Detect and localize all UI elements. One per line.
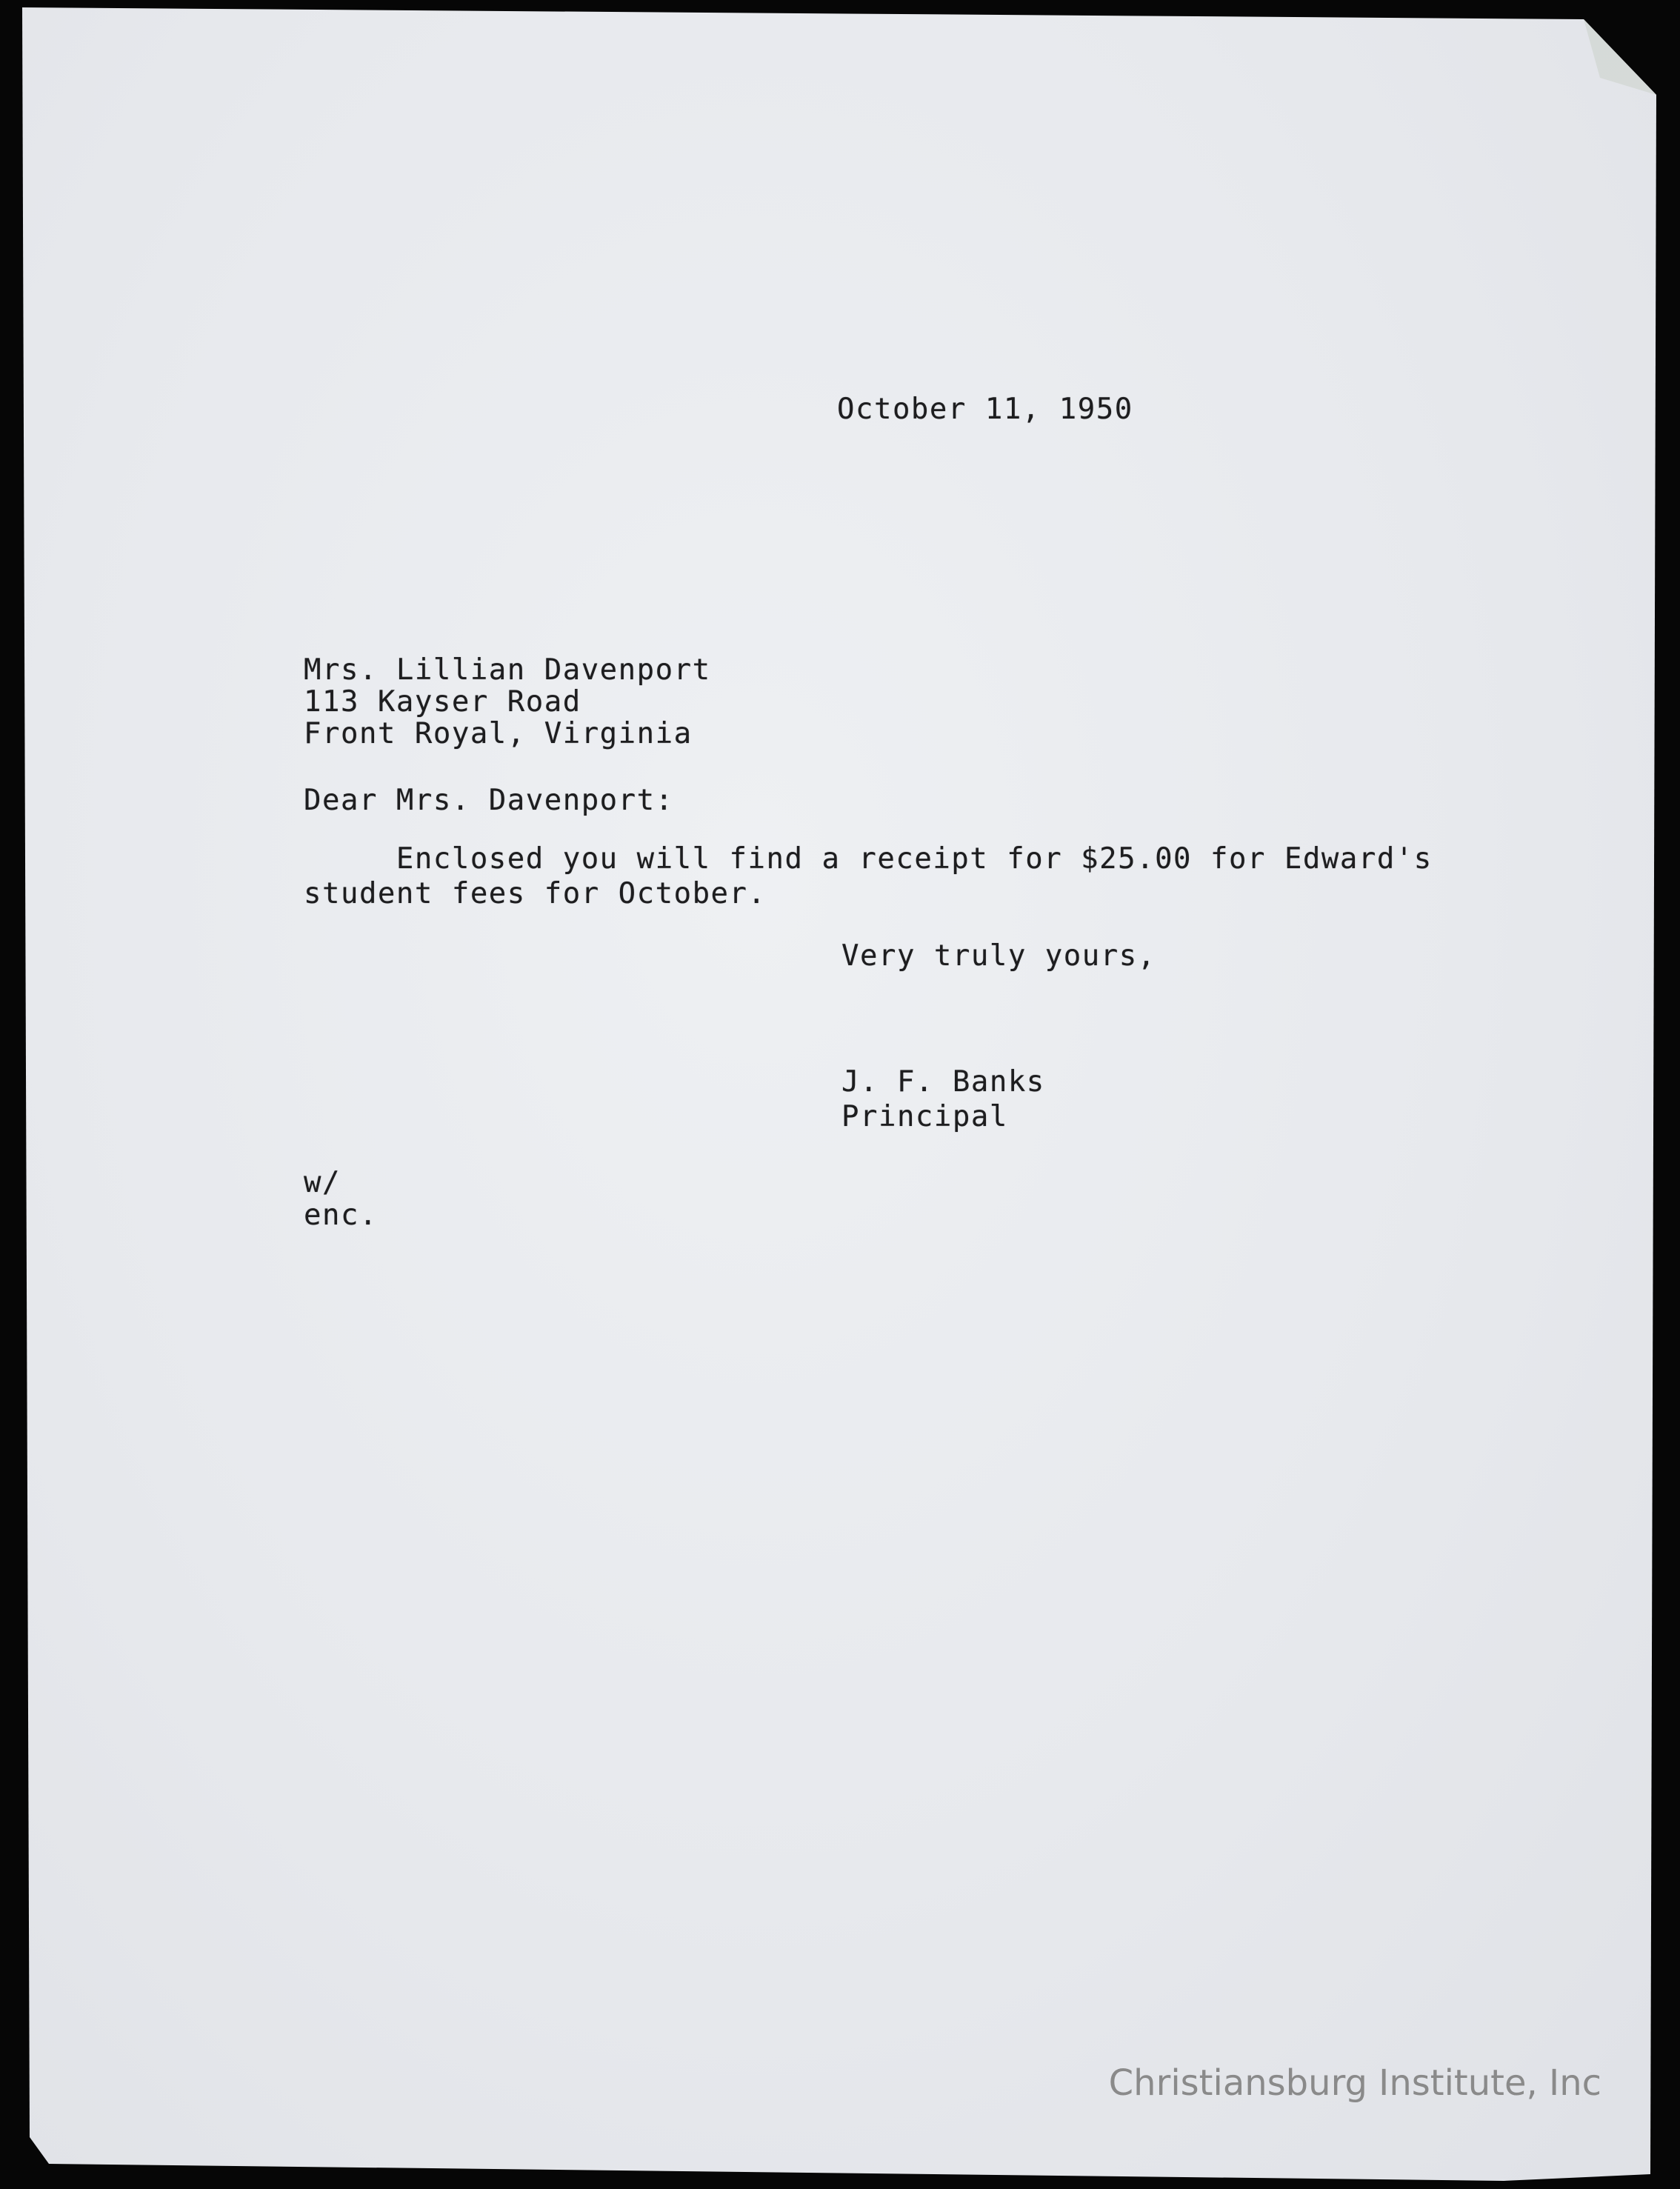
enclosure-line-1: w/ <box>304 1166 341 1199</box>
body-line-2: student fees for October. <box>304 877 767 910</box>
letter-date: October 11, 1950 <box>837 393 1133 426</box>
recipient-name: Mrs. Lillian Davenport <box>304 653 711 687</box>
signer-title: Principal <box>841 1100 1008 1133</box>
watermark-text: Christiansburg Institute, Inc <box>1108 2062 1601 2104</box>
closing: Very truly yours, <box>841 939 1156 973</box>
salutation: Dear Mrs. Davenport: <box>304 784 674 817</box>
recipient-city: Front Royal, Virginia <box>304 717 693 750</box>
body-line-1: Enclosed you will find a receipt for $25.00 for Edward's <box>304 842 1433 876</box>
signer-name: J. F. Banks <box>841 1065 1045 1099</box>
recipient-street: 113 Kayser Road <box>304 685 581 719</box>
enclosure-line-2: enc. <box>304 1199 378 1232</box>
